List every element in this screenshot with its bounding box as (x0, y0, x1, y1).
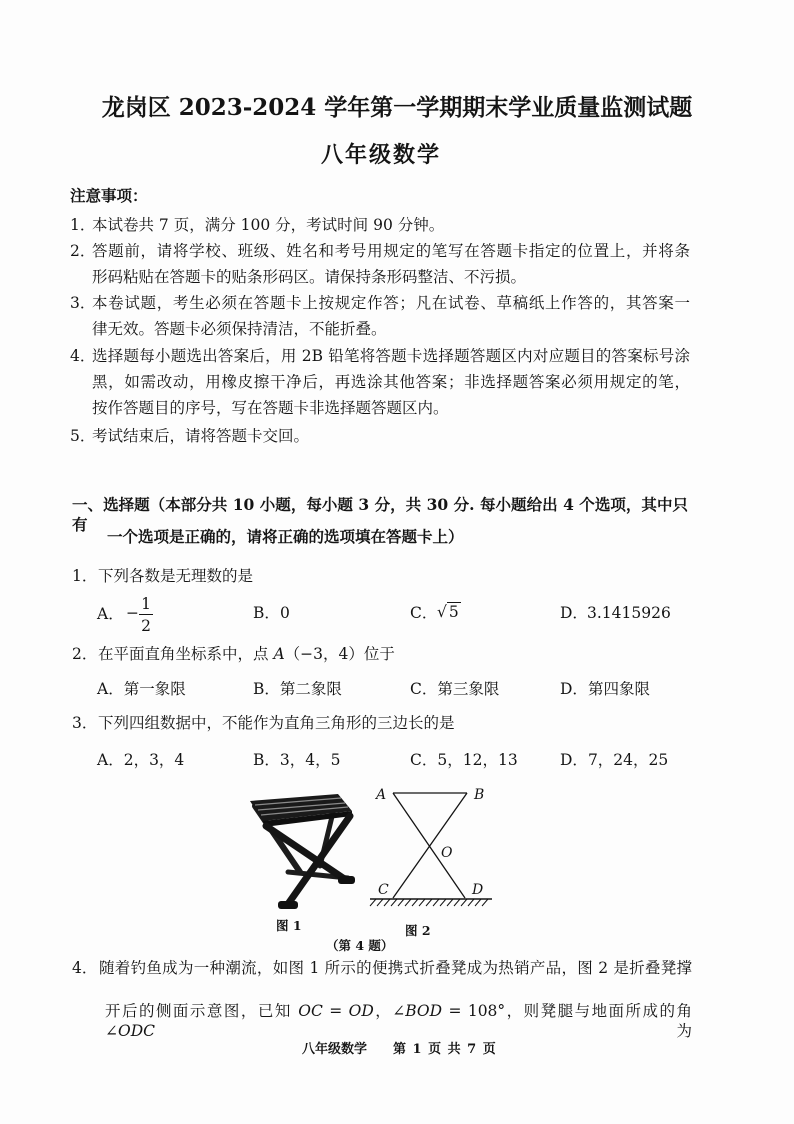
option-value: 第二象限 (279, 680, 342, 698)
notice-item-line: 本卷试题，考生必须在答题卡上按规定作答；凡在试卷、草稿纸上作答的，其答案一 (92, 294, 690, 312)
stem-text: 开后的侧面示意图，已知 (105, 1002, 299, 1020)
option-label: A． (97, 751, 124, 769)
notice-item-number: 5． (70, 427, 96, 445)
option-value: 5，12，13 (437, 751, 518, 769)
notice-item-line: 考试结束后，请将答题卡交回。 (92, 427, 310, 445)
notice-item-number: 4． (70, 347, 96, 365)
option (253, 679, 342, 699)
stem-text: 为 (155, 1022, 692, 1040)
stem-text: （−3，4）位于 (284, 645, 395, 663)
point-label-o: O (441, 845, 453, 861)
option-label: D． (560, 604, 588, 622)
question-stem (98, 644, 395, 664)
stool-front-leg (288, 816, 350, 904)
option-label: A． (97, 605, 124, 623)
question-stem: 下列各数是无理数的是 (98, 567, 254, 585)
radical-sign: √ (437, 603, 447, 621)
question-number: 2． (72, 645, 98, 663)
segment-name: OD (348, 1002, 374, 1020)
point-label-c: C (378, 882, 389, 898)
option-value: 7，24，25 (587, 751, 669, 769)
question-number: 4． (72, 959, 98, 977)
option-value: 3，4，5 (279, 751, 341, 769)
stem-text: = (322, 1002, 349, 1020)
footer-page-number: 第 1 页 共 7 页 (393, 1042, 497, 1057)
question-stem: 随着钓鱼成为一种潮流，如图 1 所示的便携式折叠凳成为热销产品，图 2 是折叠凳撑 (99, 959, 692, 977)
figure-1-caption: 图 1 (276, 918, 302, 933)
option (253, 750, 340, 770)
notice-heading: 注意事项： (70, 186, 148, 205)
option-label: D． (560, 751, 588, 769)
segment-name: OC (298, 1002, 323, 1020)
point-label-b: B (474, 787, 485, 803)
notice-item-line: 答题前，请将学校、班级、姓名和考号用规定的笔写在答题卡指定的位置上，并将条 (92, 242, 690, 260)
exam-subtitle: 八年级数学 (320, 142, 441, 168)
point-label-d: D (472, 882, 484, 898)
figure-group-caption: （第 4 题） (326, 938, 394, 953)
notice-item-line: 形码粘贴在答题卡的贴条形码区。请保持条形码整洁、不污损。 (92, 268, 527, 286)
radicand: 5 (448, 603, 459, 621)
notice-item-line: 选择题每小题选出答案后，用 2B 铅笔将答题卡选择题答题区内对应题目的答案标号涂 (92, 347, 690, 365)
angle-name: BOD (405, 1002, 443, 1020)
notice-item-line: 按作答题目的序号，写在答题卡非选择题答题区内。 (92, 399, 449, 417)
option-label: B． (253, 680, 280, 698)
figure-2-caption: 图 2 (405, 923, 431, 938)
notice-item-number: 1． (70, 216, 96, 234)
option-value: 0 (280, 604, 290, 622)
option-label: C． (410, 751, 438, 769)
notice-item-number: 3． (70, 294, 96, 312)
option-value: 3.1415926 (587, 604, 671, 622)
stem-text: = 108°，则凳腿与地面所成的角∠ (105, 1002, 692, 1040)
exam-title: 龙岗区 2023-2024 学年第一学期期末学业质量监测试题 (101, 94, 693, 121)
option-label: C． (410, 680, 438, 698)
section-heading: 一、选择题（本部分共 10 小题，每小题 3 分，共 30 分. 每小题给出 4 个选项，其中只有 (72, 495, 688, 534)
notice-item-line: 本试卷共 7 页，满分 100 分，考试时间 90 分钟。 (92, 216, 445, 234)
option (410, 750, 518, 770)
option-label: D． (560, 680, 588, 698)
folding-stool-illustration (250, 794, 355, 909)
question-number: 1． (72, 567, 98, 585)
question-4-figures (230, 780, 510, 960)
option-sign: − (126, 604, 139, 622)
option-label: C． (410, 604, 438, 622)
option (410, 679, 499, 699)
option-label: B． (253, 751, 280, 769)
fraction-numerator: 1 (139, 595, 153, 615)
option-value: 2，3，4 (123, 751, 185, 769)
section-heading-continued: 一个选项是正确的，请将正确的选项填在答题卡上） (107, 527, 464, 546)
stool-side-diagram (370, 787, 492, 906)
footer-subject: 八年级数学 (302, 1042, 368, 1057)
option (97, 750, 184, 770)
point-label-a: A (376, 787, 387, 803)
point-name: A (273, 645, 285, 663)
notice-item-line: 律无效。答题卡必须保持清洁，不能折叠。 (92, 320, 387, 338)
option-label: A． (97, 680, 124, 698)
option (97, 679, 186, 699)
stool-foot (338, 876, 355, 884)
option-fraction (139, 595, 153, 635)
ground-hatching (370, 899, 488, 906)
option (560, 679, 650, 699)
option-value: 第四象限 (587, 680, 650, 698)
option-radical (437, 602, 461, 622)
option-value: 第三象限 (437, 680, 500, 698)
option-value: 第一象限 (123, 680, 186, 698)
notice-item-line: 黑，如需改动，用橡皮擦干净后，再选涂其他答案；非选择题答案必须用规定的笔， (92, 373, 690, 391)
question-stem-continued (105, 1001, 692, 1041)
stem-text: ，∠ (373, 1002, 406, 1020)
notice-item-number: 2． (70, 242, 96, 260)
stem-text: 在平面直角坐标系中，点 (98, 645, 274, 663)
question-number: 3． (72, 714, 98, 732)
stool-foot (278, 901, 298, 909)
angle-name: ODC (118, 1022, 155, 1040)
option (560, 750, 668, 770)
fraction-denominator: 2 (141, 617, 151, 635)
option-label: B． (253, 604, 280, 622)
question-stem: 下列四组数据中，不能作为直角三角形的三边长的是 (98, 714, 455, 732)
